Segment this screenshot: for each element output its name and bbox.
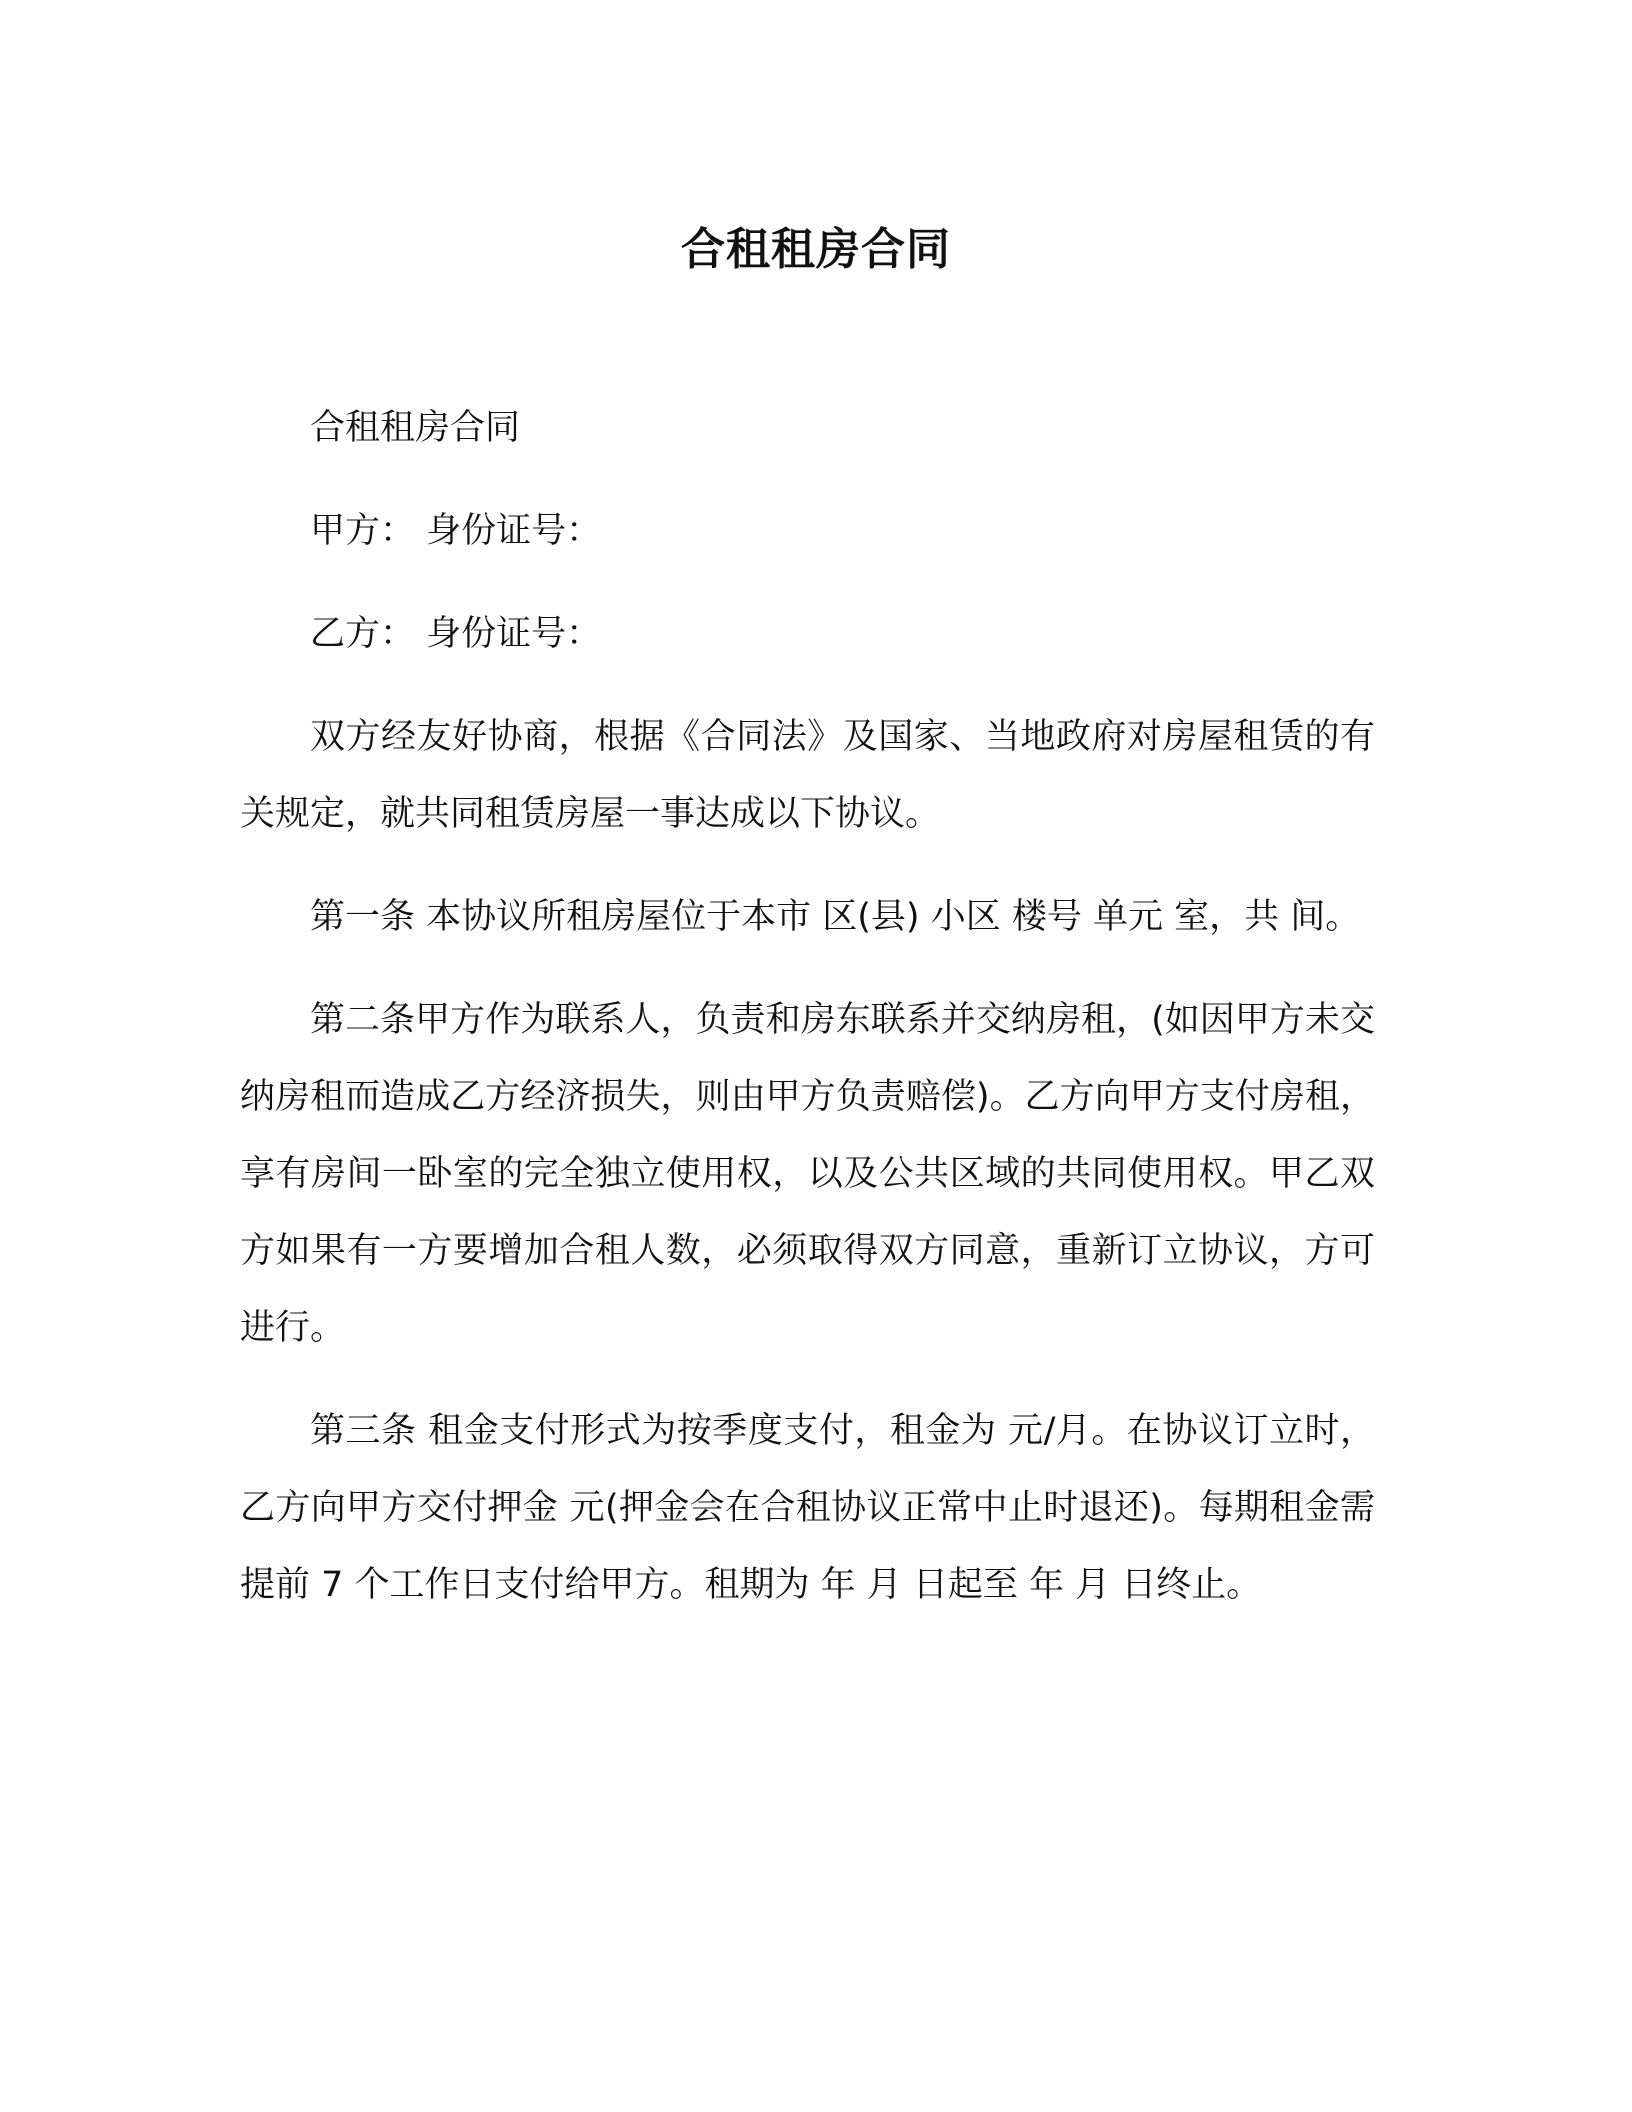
paragraph-subtitle: 合租租房合同 bbox=[310, 408, 521, 448]
paragraph-article-2: 第二条甲方作为联系人，负责和房东联系并交纳房租，(如因甲方未交纳房租而造成乙方经济损失，则由甲方负责赔偿)。乙方向甲方支付房租，享有房间一卧室的完全独立使用权，以及公共区域的共同使用权。甲乙双方如果有一方要增加合租人数，必须取得双方同意，重新订立协议，方可进行。 bbox=[240, 1000, 1375, 1348]
paragraph-preamble: 双方经友好协商，根据《合同法》及国家、当地政府对房屋租赁的有关规定，就共同租赁房屋一事达成以下协议。 bbox=[240, 717, 1375, 834]
paragraph-party-b: 乙方： 身份证号： bbox=[310, 614, 602, 654]
document-title: 合租租房合同 bbox=[681, 224, 951, 275]
paragraph-article-1: 第一条 本协议所租房屋位于本市 区(县) 小区 楼号 单元 室，共 间。 bbox=[310, 897, 1361, 937]
paragraph-article-3: 第三条 租金支付形式为按季度支付，租金为 元/月。在协议订立时，乙方向甲方交付押金 元(押金会在合租协议正常中止时退还)。每期租金需提前 7 个工作日支付给甲方。租期为 年 月 日起至 年 月 日终止。 bbox=[240, 1411, 1375, 1605]
paragraph-party-a: 甲方： 身份证号： bbox=[310, 511, 602, 551]
document-body bbox=[240, 390, 1375, 1650]
